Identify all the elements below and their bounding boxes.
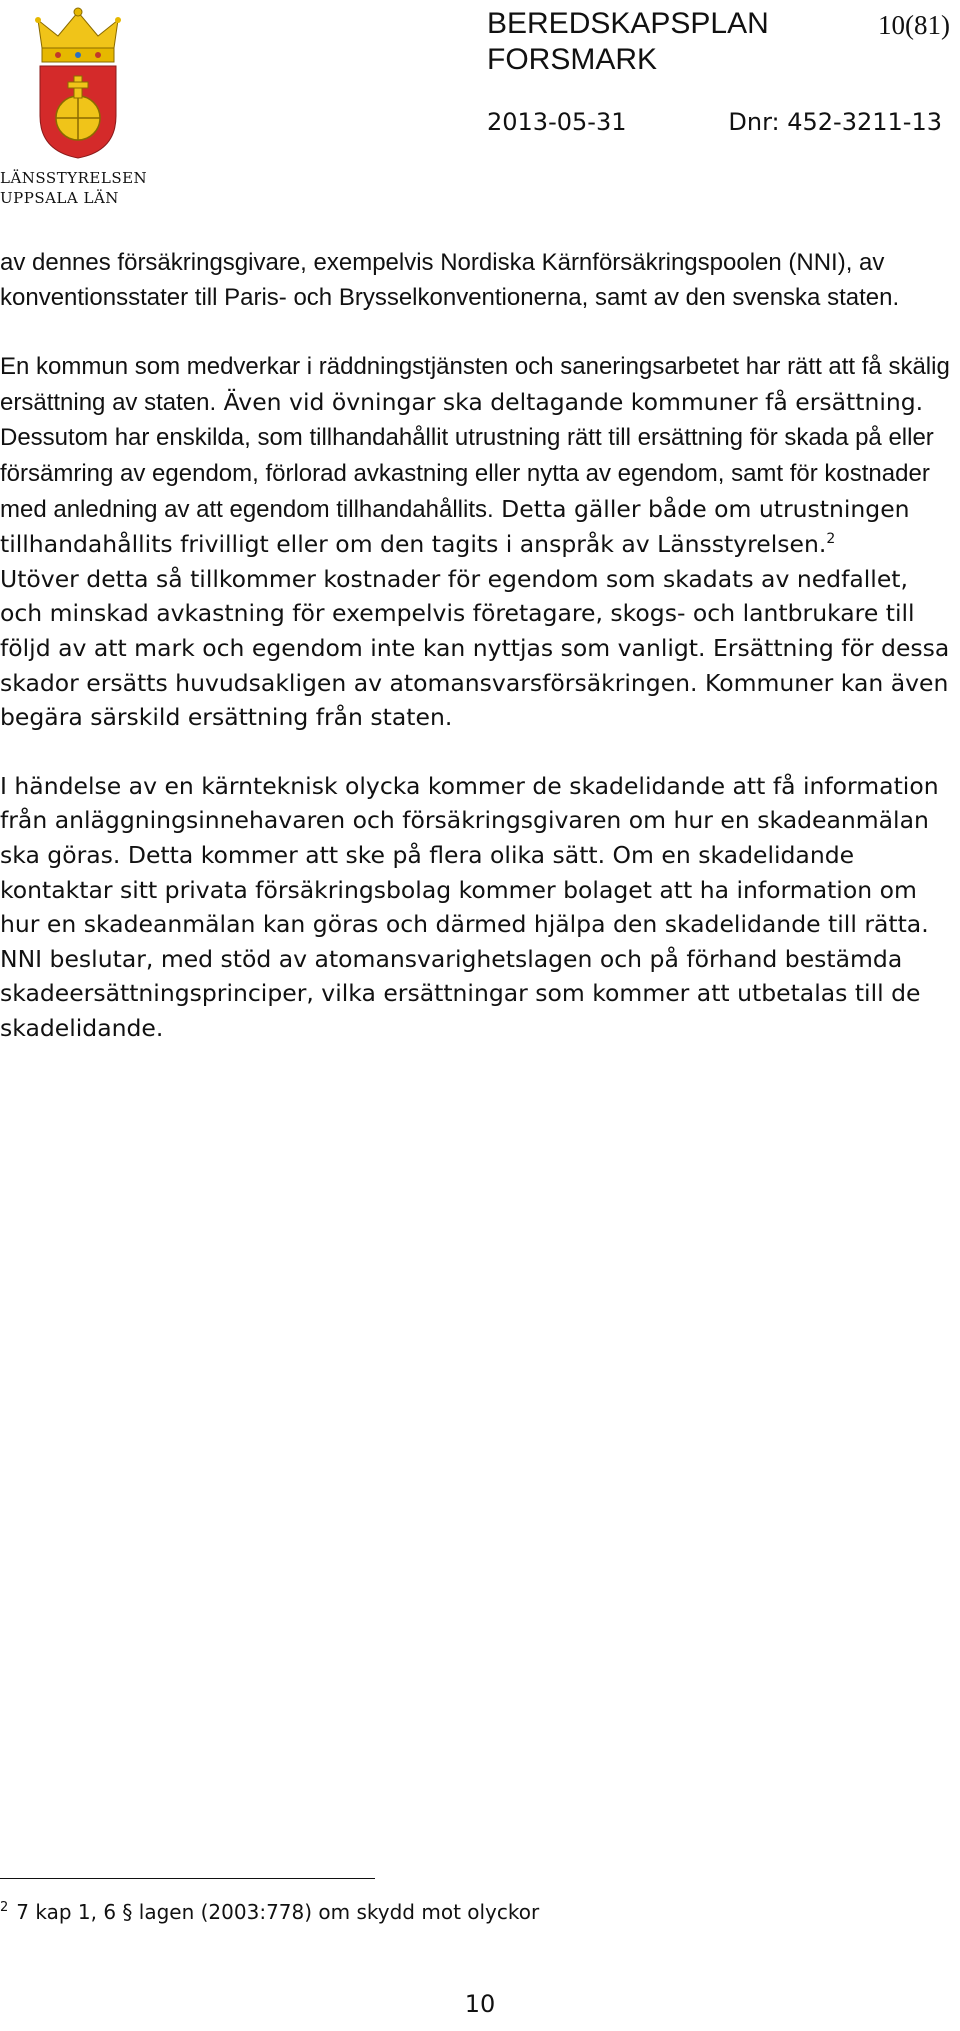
footnote-ref: 2 [826, 531, 836, 548]
paragraph-4: I händelse av en kärnteknisk olycka kommer de skadelidande att få information från anläggningsinnehavaren och försäkringsgivaren om hur en skadeanmälan ska göras. Detta kommer att ske på flera olika sätt. Om en skadelidande kontaktar sitt privata försäkringsbolag kommer bolaget att ha information om hur en skadeanmälan kan göras och därmed hjälpa den skadelidande till rätta. NNI beslutar, med stöd av atomansvarighetslagen och på förhand bestämda skadeersättningsprinciper, vilka ersättningar som kommer att utbetalas till de skadelidande. [0, 771, 939, 1042]
coat-of-arms-icon [28, 6, 128, 161]
title-line-1: BEREDSKAPSPLAN [487, 7, 769, 40]
logo-text [0, 168, 160, 208]
document-meta [487, 108, 942, 136]
paragraph-2 [0, 349, 950, 562]
footnote [0, 1900, 539, 1924]
footnote-divider [0, 1878, 375, 1879]
document-body [0, 246, 950, 1045]
logo [0, 6, 160, 206]
logo-line-2: UPPSALA LÄN [0, 189, 119, 207]
document-dnr: Dnr: 452-3211-13 [728, 108, 942, 136]
paragraph-2-part-c: Dessutom har enskilda, som tillhandahållit utrustning rätt till ersättning för skada på eller försämring av egendom, förlorad avkastning eller nytta av egendom, samt för kostnader med anledning av att egendom tillhandahållits. [0, 424, 934, 523]
paragraph-1: av dennes försäkringsgivare, exempelvis Nordiska Kärnförsäkringspoolen (NNI), av konventionsstater till Paris- och Brysselkonventionerna, samt av den svenska staten. [0, 249, 900, 311]
title-line-2: FORSMARK [487, 43, 658, 76]
paragraph-2-part-a: En kommun som medverkar i räddningstjänsten och saneringsarbetet har rätt att få skälig ersättning av staten. [0, 353, 950, 416]
logo-line-1: LÄNSSTYRELSEN [0, 169, 148, 187]
document-date: 2013-05-31 [487, 108, 627, 136]
document-title [487, 6, 769, 78]
paragraph-2-part-b: Även vid övningar ska deltagande kommuner få ersättning. [216, 387, 924, 416]
page-number: 10 [464, 1990, 496, 2018]
paragraph-3: Utöver detta så tillkommer kostnader för egendom som skadats av nedfallet, och minskad avkastning för exempelvis företagare, skogs- och lantbrukare till följd av att mark och egendom inte kan nyttjas som vanligt. Ersättning för dessa skador ersätts huvudsakligen av atomansvarsförsäkringen. Kommuner kan även begära särskild ersättning från staten. [0, 564, 950, 732]
page-count-label: 10(81) [878, 10, 950, 40]
footnote-number: 2 [0, 1900, 9, 1916]
footnote-text: 7 kap 1, 6 § lagen (2003:778) om skydd mot olyckor [16, 1900, 540, 1924]
paragraph-2-part-d: Detta gäller både om utrustningen tillhandahållits frivilligt eller om den tagits i anspråk av Länsstyrelsen. [0, 494, 910, 559]
